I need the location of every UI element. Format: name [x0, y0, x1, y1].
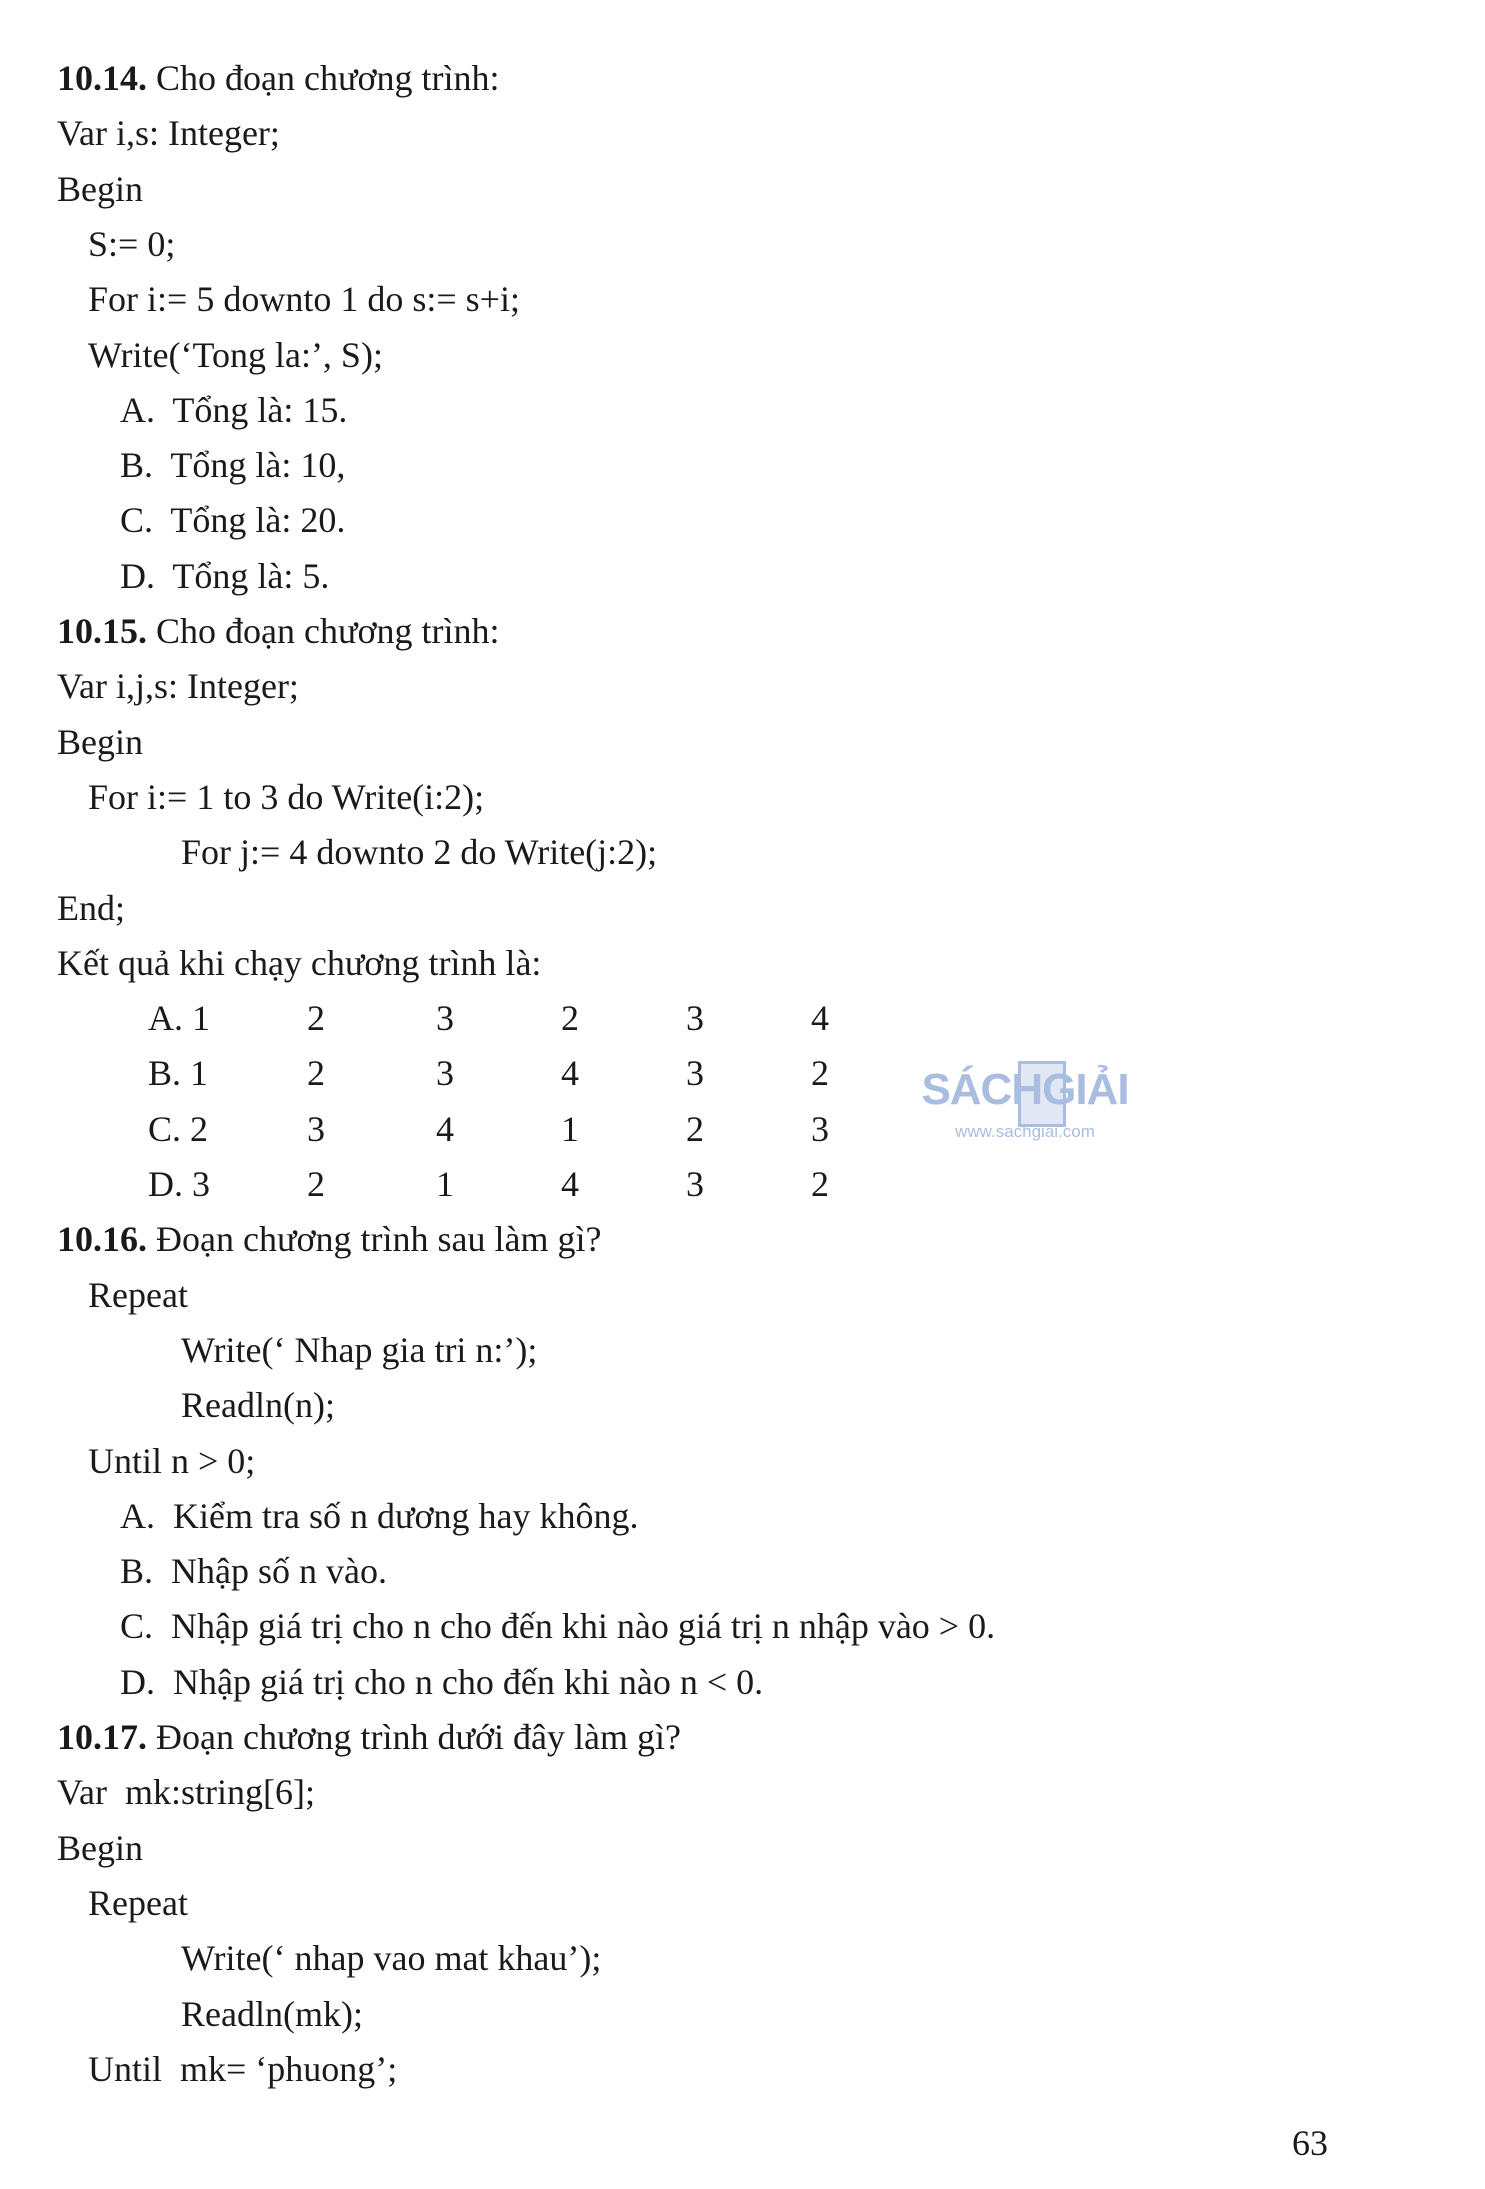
- answer-value: 2: [307, 1053, 325, 1094]
- line-text: Kết quả khi chạy chương trình là:: [57, 942, 542, 983]
- answer-value: 2: [686, 1108, 704, 1149]
- text-line: [181, 1323, 537, 1378]
- text-line: [57, 106, 280, 161]
- question-number: 10.15.: [57, 611, 147, 651]
- line-text: Var i,s: Integer;: [57, 113, 280, 154]
- text-line: [120, 1655, 763, 1710]
- question-heading: [57, 51, 500, 106]
- line-text: Begin: [57, 1827, 143, 1868]
- text-line: [120, 493, 345, 548]
- line-text: Cho đoạn chương trình:: [147, 58, 500, 98]
- answer-value: 1: [436, 1164, 454, 1204]
- line-text: Begin: [57, 721, 143, 762]
- answer-value: 2: [811, 1053, 829, 1094]
- text-line: [88, 328, 383, 383]
- line-text: C. Nhập giá trị cho n cho đến khi nào giá trị n nhập vào > 0.: [120, 1606, 996, 1647]
- answer-label: B. 1: [148, 1053, 209, 1094]
- line-text: B. Nhập số n vào.: [120, 1551, 387, 1592]
- answer-value: 4: [436, 1108, 454, 1149]
- text-line: [57, 715, 143, 770]
- question-number: 10.17.: [57, 1717, 147, 1757]
- text-line: [57, 881, 125, 936]
- line-text: A. Tổng là: 15.: [120, 389, 348, 430]
- text-line: [181, 825, 657, 880]
- line-text: Repeat: [88, 1882, 188, 1923]
- answer-value: 3: [686, 1164, 704, 1204]
- page-number: 63: [1292, 2123, 1328, 2163]
- text-line: [57, 1765, 315, 1820]
- text-line: [88, 217, 175, 272]
- answer-value: 3: [307, 1108, 325, 1149]
- text-line: [120, 438, 345, 493]
- answer-value: 2: [561, 998, 579, 1039]
- text-line: [181, 1931, 601, 1986]
- text-line: [88, 1876, 188, 1931]
- line-text: Write(‘Tong la:’, S);: [88, 334, 383, 375]
- line-text: Readln(n);: [181, 1385, 335, 1426]
- line-text: Until mk= ‘phuong’;: [88, 2048, 398, 2089]
- text-line: [181, 1987, 363, 2042]
- text-line: [120, 383, 347, 438]
- answer-value: 4: [561, 1053, 579, 1094]
- line-text: End;: [57, 887, 125, 928]
- line-text: Cho đoạn chương trình:: [147, 611, 500, 651]
- line-text: D. Tổng là: 5.: [120, 555, 330, 596]
- line-text: For j:= 4 downto 2 do Write(j:2);: [181, 832, 658, 873]
- text-line: [120, 1599, 995, 1654]
- answer-label: C. 2: [148, 1108, 209, 1149]
- question-heading: [57, 1212, 601, 1267]
- answer-label: D. 3: [148, 1164, 210, 1204]
- answer-value: 3: [436, 998, 454, 1039]
- line-text: Đoạn chương trình dưới đây làm gì?: [147, 1717, 681, 1757]
- line-text: Write(‘ Nhap gia tri n:’);: [181, 1329, 538, 1370]
- watermark-url: www.sachgiai.com: [955, 1122, 1095, 1141]
- answer-label: A. 1: [148, 998, 210, 1039]
- text-line: [88, 1268, 188, 1323]
- line-text: Var mk:string[6];: [57, 1772, 315, 1813]
- question-heading: [57, 1710, 681, 1765]
- question-number: 10.16.: [57, 1219, 147, 1260]
- text-line: [88, 770, 484, 825]
- text-line: [120, 1489, 638, 1544]
- answer-value: 3: [686, 1053, 704, 1094]
- text-line: [88, 1434, 255, 1489]
- question-number: 10.14.: [57, 58, 147, 98]
- answer-value: 4: [561, 1164, 579, 1204]
- text-line: [57, 659, 299, 714]
- answer-value: 4: [811, 998, 829, 1039]
- line-text: Readln(mk);: [181, 1993, 363, 2034]
- line-text: Repeat: [88, 1274, 188, 1315]
- line-text: Write(‘ nhap vao mat khau’);: [181, 1938, 602, 1979]
- text-line: [120, 1544, 387, 1599]
- watermark-box-icon: [1018, 1061, 1066, 1127]
- answer-value: 2: [307, 1164, 325, 1204]
- answer-value: 3: [686, 998, 704, 1039]
- line-text: B. Tổng là: 10,: [120, 445, 346, 486]
- line-text: Until n > 0;: [88, 1440, 256, 1481]
- line-text: Đoạn chương trình sau làm gì?: [147, 1219, 602, 1260]
- text-line: [88, 2042, 397, 2097]
- text-line: [120, 549, 329, 604]
- answer-value: 3: [811, 1108, 829, 1149]
- line-text: Var i,j,s: Integer;: [57, 666, 299, 707]
- answer-value: 2: [811, 1164, 829, 1204]
- text-line: [181, 1378, 335, 1433]
- line-text: A. Kiểm tra số n dương hay không.: [120, 1495, 639, 1536]
- line-text: S:= 0;: [88, 223, 176, 264]
- question-heading: [57, 604, 500, 659]
- line-text: D. Nhập giá trị cho n cho đến khi nào n < 0.: [120, 1661, 764, 1702]
- text-line: [57, 936, 541, 991]
- line-text: For i:= 5 downto 1 do s:= s+i;: [88, 279, 520, 320]
- answer-value: 1: [561, 1108, 579, 1149]
- answer-value: 3: [436, 1053, 454, 1094]
- text-line: [57, 1821, 143, 1876]
- line-text: Begin: [57, 168, 143, 209]
- line-text: C. Tổng là: 20.: [120, 500, 346, 541]
- watermark-logo: [920, 1065, 1130, 1175]
- text-line: [88, 272, 520, 327]
- text-line: [57, 162, 143, 217]
- line-text: For i:= 1 to 3 do Write(i:2);: [88, 776, 485, 817]
- watermark-title: SÁCHGIẢI: [921, 1065, 1129, 1114]
- answer-value: 2: [307, 998, 325, 1039]
